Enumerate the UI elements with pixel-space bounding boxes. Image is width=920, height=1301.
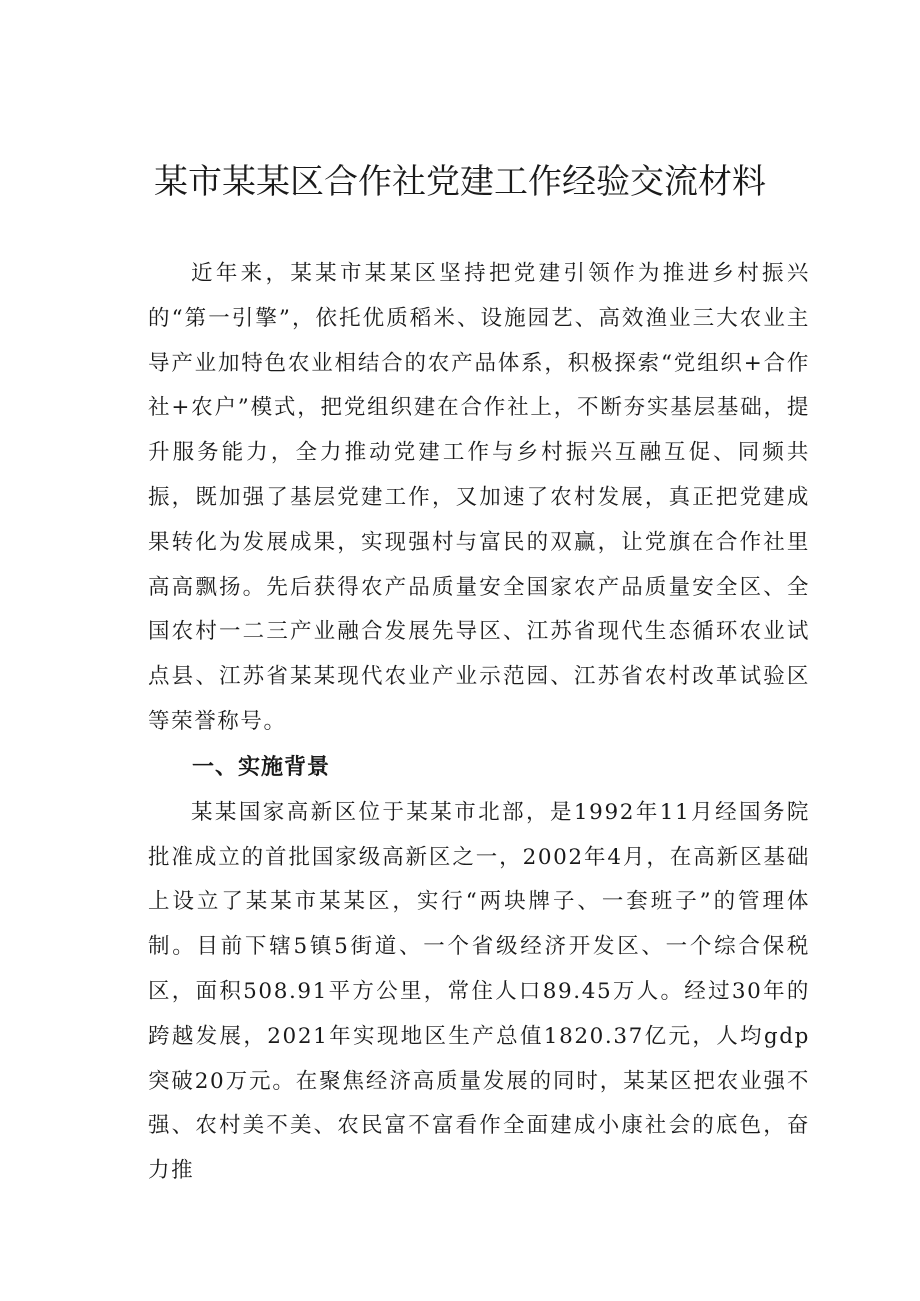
intro-paragraph: 近年来，某某市某某区坚持把党建引领作为推进乡村振兴的“第一引擎”，依托优质稻米、设施园艺、高效渔业三大农业主导产业加特色农业相结合的农产品体系，积极探索“党组织+合作社+农户”模式，把党组织建在合作社上，不断夯实基层基础，提升服务能力，全力推动党建工作与乡村振兴互融互促、同频共振，既加强了基层党建工作，又加速了农村发展，真正把党建成果转化为发展成果，实现强村与富民的双赢，让党旗在合作社里高高飘扬。先后获得农产品质量安全国家农产品质量安全区、全国农村一二三产业融合发展先导区、江苏省现代生态循环农业试点县、江苏省某某现代农业产业示范园、江苏省农村改革试验区等荣誉称号。 xyxy=(148,261,810,734)
section-paragraph: 某某国家高新区位于某某市北部，是1992年11月经国务院批准成立的首批国家级高新区之一，2002年4月，在高新区基础上设立了某某市某某区，实行“两块牌子、一套班子”的管理体制。目前下辖5镇5街道、一个省级经济开发区、一个综合保税区，面积508.91平方公里，常住人口89.45万人。经过30年的跨越发展，2021年实现地区生产总值1820.37亿元，人均gdp突破20万元。在聚焦经济高质量发展的同时，某某区把农业强不强、农村美不美、农民富不富看作全面建成小康社会的底色，奋力推 xyxy=(148,799,810,1184)
section-heading: 一、实施背景 xyxy=(192,754,331,780)
document-body xyxy=(148,252,810,1194)
document-title: 某市某某区合作社党建工作经验交流材料 xyxy=(154,162,766,202)
